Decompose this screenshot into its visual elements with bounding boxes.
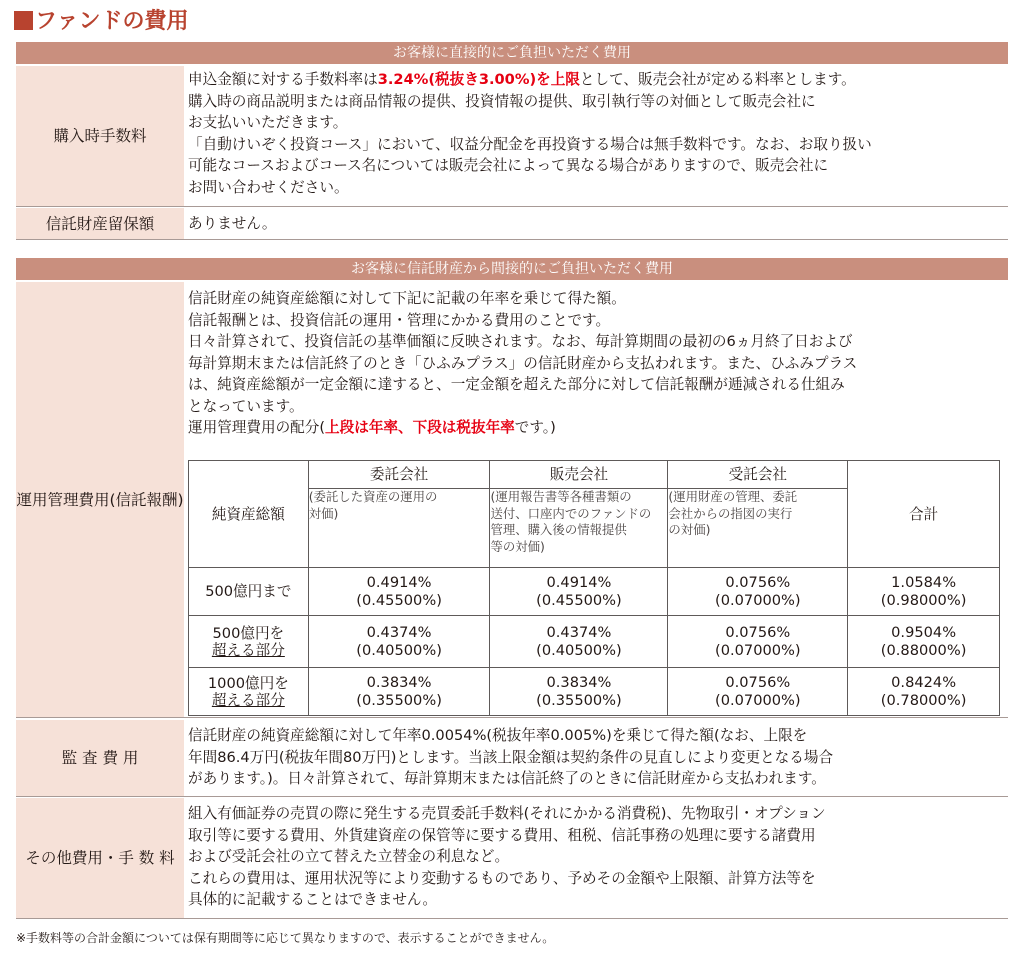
section-band-direct: お客様に直接的にご負担いただく費用 [16,42,1008,64]
fee-cap-emphasis: 3.24%(税抜き3.00%)を上限 [377,71,580,88]
section-band-indirect: お客様に信託財産から間接的にご負担いただく費用 [16,258,1008,280]
reserve-row [16,208,1008,240]
page-title-text: ファンドの費用 [35,9,189,34]
table-cell: 0.0756% (0.07000%) [668,668,848,716]
header-net-assets: 純資産総額 [189,461,309,568]
tier-label: 500億円を 超える部分 [189,616,309,668]
management-fee-label: 運用管理費用 (信託報酬) [16,282,184,717]
table-cell: 0.4374% (0.40500%) [490,616,668,668]
header-total: 合計 [848,461,1000,568]
table-cell: 0.4374% (0.40500%) [308,616,490,668]
table-header-row [189,461,1000,489]
other-fee-label: その他費用・ 手 数 料 [16,798,184,918]
table-cell: 0.0756% (0.07000%) [668,568,848,616]
table-cell: 0.8424% (0.78000%) [848,668,1000,716]
fee-allocation-table [188,460,1000,716]
square-bullet-icon [14,11,33,30]
audit-fee-content: 信託財産の純資産総額に対して年率0.0054%(税抜年率0.005%)を乗じて得た額(なお、上限を 年間86.4万円(税抜年間80万円)とします。当該上限金額は契約条件の見直しにより変更となる場合 があります。)。日々計算されて、毎計算期末または信託終了のときに信託財産から支払われます。 [188,727,834,787]
purchase-fee-label: 購入時手数料 [16,66,184,206]
tier-label: 1000億円を 超える部分 [189,668,309,716]
reserve-content: ありません。 [188,215,277,232]
tier-label: 500億円まで [189,568,309,616]
management-fee-content: 信託財産の純資産総額に対して下記に記載の年率を乗じて得た額。 信託報酬とは、投資信託の運用・管理にかかる費用のことです。 日々計算されて、投資信託の基準価額に反映されます。なお、毎計算期間の最初の6ヵ月終了日および 毎計算期末または信託終了のとき「ひふみプラス」の信託財産から支払われます。また、ひふみプラス は、純資産総額が一定金額に達すると、一定金額を超えた部分に対して信託報酬が逓減される仕組み となっています。 運用管理費用の配分(上段は年率、下段は税抜年率です。) [188,290,858,436]
reserve-label: 信託財産留保額 [16,208,184,239]
table-cell: 0.0756% (0.07000%) [668,616,848,668]
audit-fee-row [16,720,1008,797]
header-distributor: 販売会社 [490,461,668,489]
table-cell: 0.3834% (0.35500%) [490,668,668,716]
footnote: ※手数料等の合計金額については保有期間等に応じて異なりますので、表示することができません。 [16,931,555,945]
table-cell: 0.4914% (0.45500%) [308,568,490,616]
purchase-fee-row [16,66,1008,207]
table-row [189,668,1000,716]
table-row [189,616,1000,668]
table-cell: 1.0584% (0.98000%) [848,568,1000,616]
header-trustee: 受託会社 [668,461,848,489]
table-cell: 0.3834% (0.35500%) [308,668,490,716]
table-cell: 0.9504% (0.88000%) [848,616,1000,668]
distributor-desc: (運用報告書等各種書類の 送付、口座内でのファンドの 管理、購入後の情報提供 等の対価) [490,489,668,568]
page-title [14,4,189,35]
audit-fee-label: 監 査 費 用 [16,720,184,796]
purchase-fee-content: 申込金額に対する手数料率は3.24%(税抜き3.00%)を上限として、販売会社が定める料率とします。 購入時の商品説明または商品情報の提供、投資情報の提供、取引執行等の対価として販売会社に お支払いいただきます。 「自動けいぞく投資コース」において、収益分配金を再投資する場合は無手数料です。なお、お取り扱い 可能なコースおよびコース名については販売会社によって異なる場合がありますので、販売会社に お問い合わせください。 [188,71,872,196]
table-cell: 0.4914% (0.45500%) [490,568,668,616]
trustor-desc: (委託した資産の運用の 対価) [308,489,490,568]
allocation-emphasis: 上段は年率、下段は税抜年率 [325,419,515,436]
header-trustor: 委託会社 [308,461,490,489]
table-row [189,568,1000,616]
other-fee-row [16,798,1008,919]
other-fee-content: 組入有価証券の売買の際に発生する売買委託手数料(それにかかる消費税)、先物取引・オプション 取引等に要する費用、外貨建資産の保管等に要する費用、租税、信託事務の処理に要する諸費用 および受託会社の立て替えた立替金の利息など。 これらの費用は、運用状況等により変動するものであり、予めその金額や上限額、計算方法等を 具体的に記載することはできません。 [188,805,826,908]
trustee-desc: (運用財産の管理、委託 会社からの指図の実行 の対価) [668,489,848,568]
